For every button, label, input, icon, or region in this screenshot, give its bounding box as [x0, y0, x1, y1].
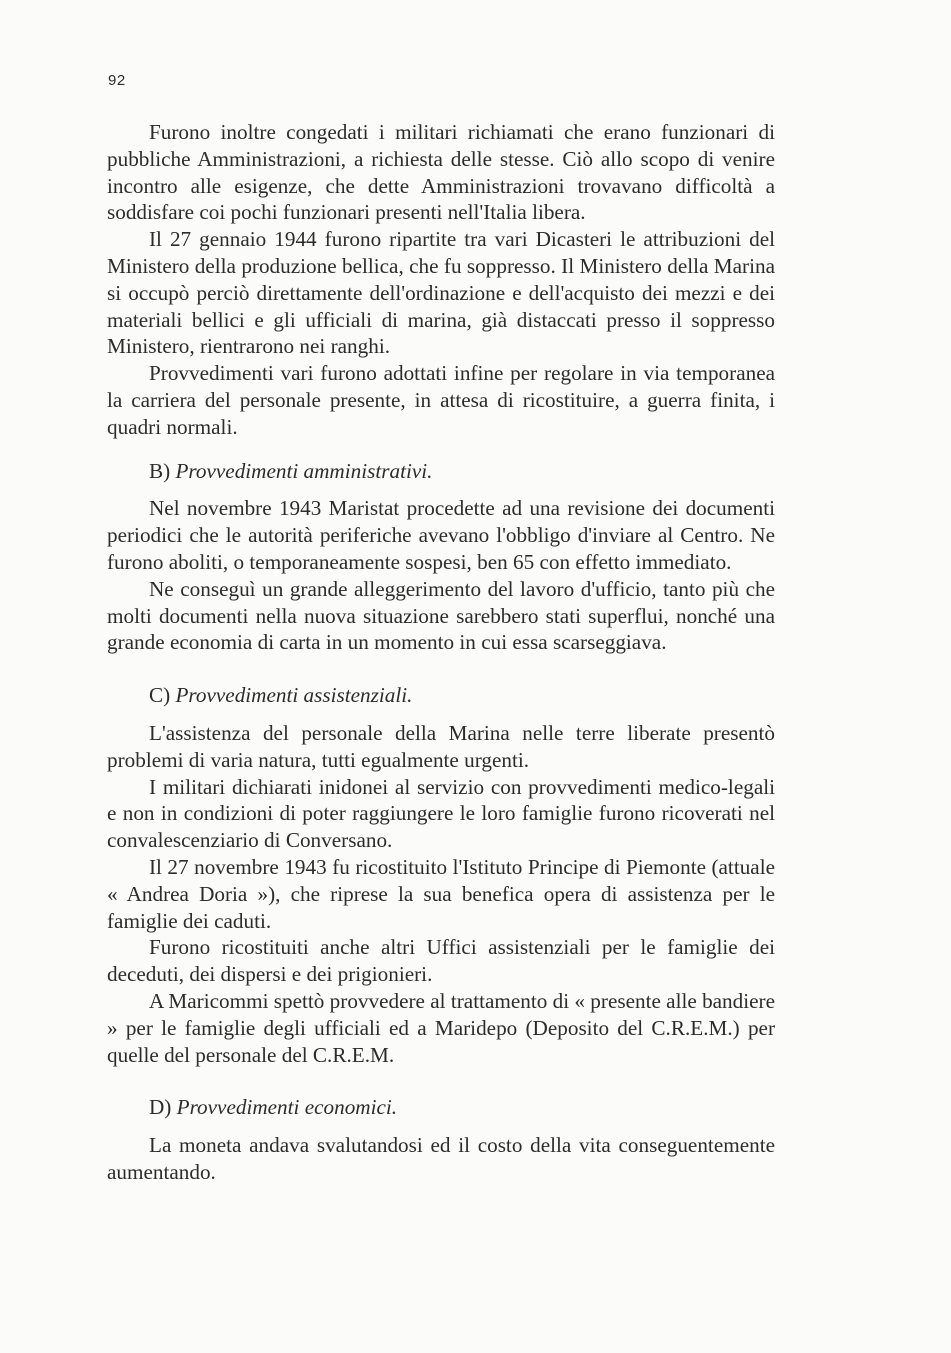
section-heading-c: [107, 682, 775, 709]
paragraph-uffici-assistenziali: Furono ricostituiti anche altri Uffici assistenziali per le famiglie dei deceduti, dei dispersi e dei prigionieri.: [107, 935, 775, 987]
paragraph-congedati: Furono inoltre congedati i militari richiamati che erano funzionari di pubbliche Amministrazioni, a richiesta delle stesse. Ciò allo scopo di venire incontro alle esigenze, che dette Amministrazioni trovavano difficoltà a soddisfare coi pochi funzionari presenti nell'Italia libera.: [107, 120, 775, 225]
paragraph-maristat-revisione: Nel novembre 1943 Maristat procedette ad una revisione dei documenti periodici che le autorità periferiche avevano l'obbligo d'inviare al Centro. Ne furono aboliti, o temporaneamente sospesi, ben 65 con effetto immediato.: [107, 496, 775, 574]
paragraph-militari-inidonei: I militari dichiarati inidonei al servizio con provvedimenti medico-legali e non in condizioni di poter raggiungere le loro famiglie furono ricoverati nel convalescenziario di Conversano.: [107, 774, 775, 853]
section-heading-b-letter: B): [149, 458, 171, 483]
section-heading-b: [107, 458, 775, 485]
paragraph-istituto-principe: Il 27 novembre 1943 fu ricostituito l'Istituto Principe di Piemonte (attuale « Andrea Doria »), che riprese la sua benefica opera di assistenza per le famiglie dei caduti.: [107, 854, 775, 933]
page-number: 92: [108, 72, 126, 89]
paragraph-assistenza: L'assistenza del personale della Marina nelle terre liberate presentò problemi di varia natura, tutti egualmente urgenti.: [107, 720, 775, 772]
paragraph-maricommi: A Maricommi spettò provvedere al trattamento di « presente alle bandiere » per le famiglie degli ufficiali ed a Maridepo (Deposito del C.R.E.M.) per quelle del personale del C.R.E.M.: [107, 988, 775, 1067]
section-heading-d-letter: D): [149, 1095, 172, 1120]
section-heading-c-title: Provvedimenti assistenziali.: [175, 683, 413, 708]
page-body: [107, 119, 775, 1186]
paragraph-27-gennaio-1944: Il 27 gennaio 1944 furono ripartite tra vari Dicasteri le attribuzioni del Ministero della produzione bellica, che fu soppresso. Il Ministero della Marina si occupò perciò direttamente dell'ordinazione e dell'acquisto dei mezzi e dei materiali bellici e gli ufficiali di marina, già distaccati presso il soppresso Ministero, rientrarono nei ranghi.: [107, 227, 775, 359]
paragraph-alleggerimento: Ne conseguì un grande alleggerimento del lavoro d'ufficio, tanto più che molti documenti nella nuova situazione sarebbero stati superflui, nonché una grande economia di carta in un momento in cui essa scarseggiava.: [107, 576, 775, 655]
paragraph-provvedimenti-vari: Provvedimenti vari furono adottati infine per regolare in via temporanea la carriera del personale presente, in attesa di ricostituire, a guerra finita, i quadri normali.: [107, 361, 775, 439]
section-heading-d-title: Provvedimenti economici.: [176, 1095, 398, 1120]
section-heading-b-title: Provvedimenti amministrativi.: [175, 458, 433, 483]
paragraph-moneta: La moneta andava svalutandosi ed il costo della vita conseguentemente aumentando.: [107, 1133, 775, 1184]
section-heading-c-letter: C): [149, 683, 171, 708]
section-heading-d: [107, 1094, 775, 1121]
